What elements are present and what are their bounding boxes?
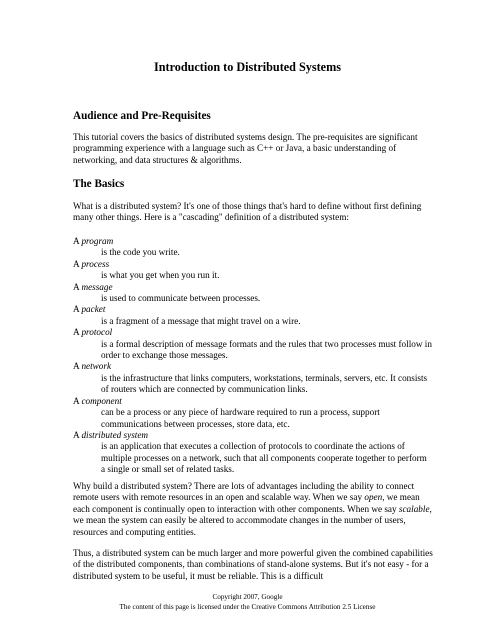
definition-term: A distributed system bbox=[73, 429, 149, 440]
footer-license: The content of this page is licensed under the Creative Commons Attribution 2.5 License bbox=[119, 603, 376, 611]
definition-item bbox=[73, 236, 433, 259]
definition-term: A protocol bbox=[73, 327, 113, 338]
definition-term: A process bbox=[73, 258, 110, 269]
paragraph-audience: This tutorial covers the basics of distributed systems design. The pre-requisites are significant programming experience with a language such as C++ or Java, a basic understanding of networking, and data structures & algorithms. bbox=[73, 132, 418, 165]
definition-description: is the code you write. bbox=[101, 247, 180, 258]
definition-description: is what you get when you run it. bbox=[101, 270, 220, 281]
paragraph-thus: Thus, a distributed system can be much larger and more powerful given the combined capabilities of the distributed components, than combinations of stand-alone systems. But it's not easy - for a distributed system to be useful, it must be reliable. This is a difficult bbox=[73, 548, 433, 581]
definition-item bbox=[73, 361, 433, 395]
definition-term: A packet bbox=[73, 304, 106, 315]
section-heading-basics: The Basics bbox=[73, 178, 125, 190]
definition-item bbox=[73, 282, 433, 305]
definition-term: A component bbox=[73, 395, 122, 406]
definition-description: is the infrastructure that links computers, workstations, terminals, servers, etc. It consists of routers which are connected by communication links. bbox=[101, 372, 428, 395]
definition-description: is used to communicate between processes. bbox=[101, 293, 261, 304]
paragraph-basics-intro: What is a distributed system? It's one of those things that's hard to define without first defining many other things. Here is a "cascading" definition of a distributed system: bbox=[73, 201, 422, 223]
definition-term: A program bbox=[73, 236, 114, 246]
definition-description: is a fragment of a message that might travel on a wire. bbox=[101, 315, 301, 326]
definition-item bbox=[73, 430, 433, 476]
section-heading-audience: Audience and Pre-Requisites bbox=[73, 110, 211, 122]
definition-description: can be a process or any piece of hardware required to run a process, support communications between processes, store data, etc. bbox=[101, 407, 380, 429]
definition-term: A message bbox=[73, 281, 113, 292]
definition-description: is an application that executes a collection of protocols to coordinate the actions of multiple processes on a network, such that all components cooperate together to perform a single or small set of related tasks. bbox=[101, 441, 427, 475]
definition-description: is a formal description of message formats and the rules that two processes must follow in order to exchange those messages. bbox=[101, 338, 432, 361]
definition-item bbox=[73, 304, 433, 327]
definition-item bbox=[73, 396, 433, 430]
page-title: Introduction to Distributed Systems bbox=[153, 60, 341, 74]
definition-term: A network bbox=[73, 361, 112, 372]
footer-copyright: Copyright 2007, Google bbox=[212, 593, 283, 601]
definition-item bbox=[73, 327, 433, 361]
definition-list bbox=[73, 236, 433, 476]
paragraph-why-distributed: Why build a distributed system? There are lots of advantages including the ability to connect remote users with remote resources in an open and scalable way. When we say open, we mean each component is continually open to interaction with other components. When we say scalable, we mean the system can easily be altered to accommodate changes in the number of users, resources and computing entities. bbox=[73, 481, 432, 537]
definition-item bbox=[73, 259, 433, 282]
